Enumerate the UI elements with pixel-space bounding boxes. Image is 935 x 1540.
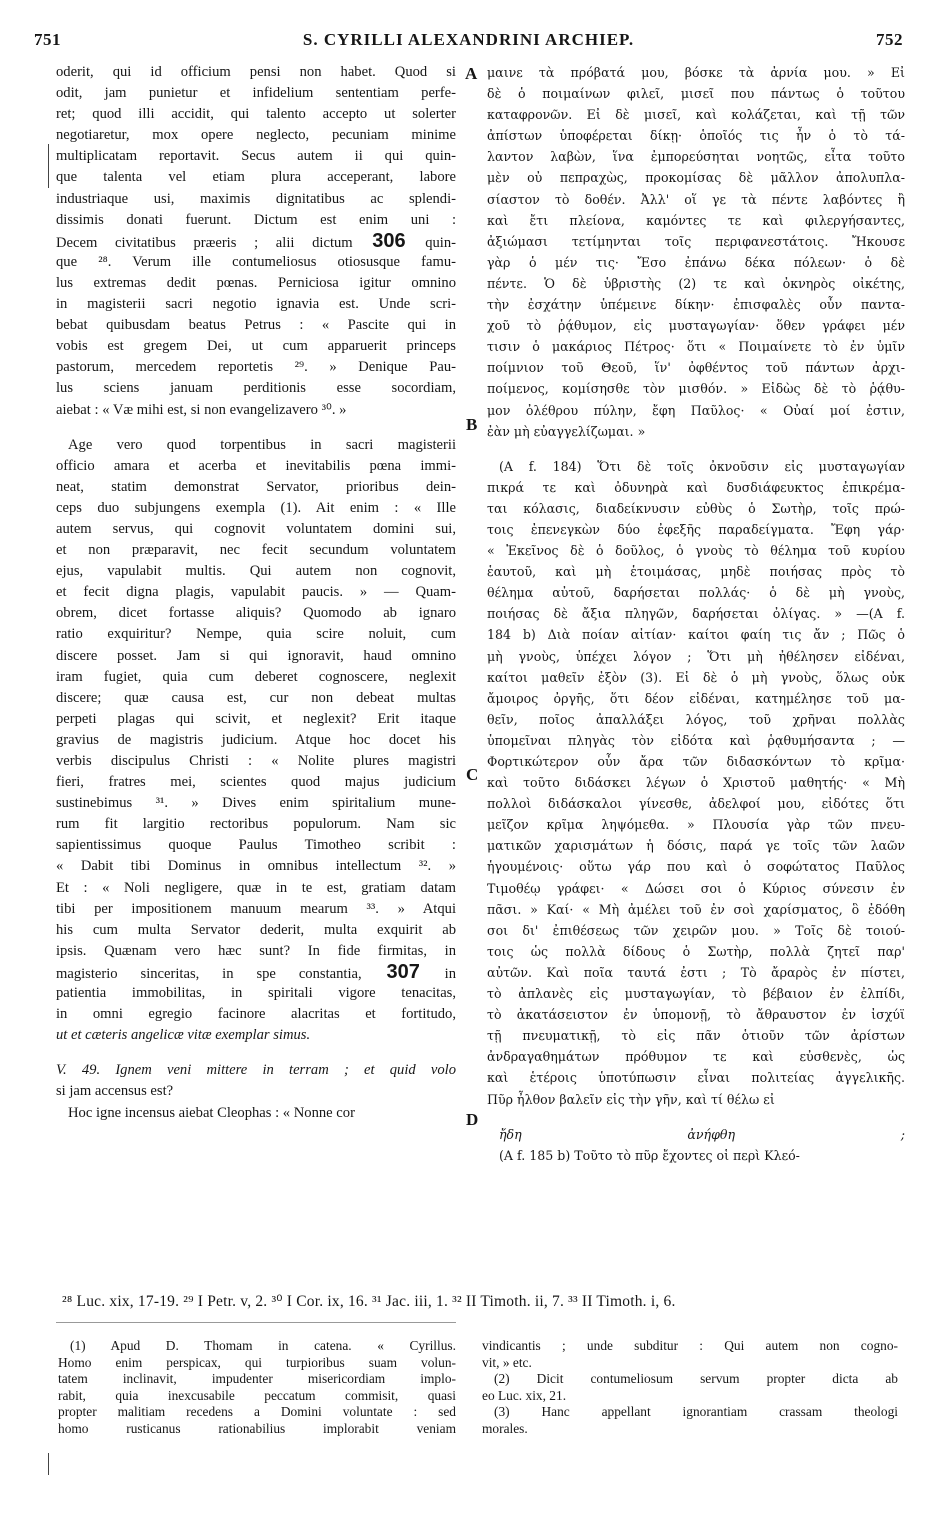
margin-bar xyxy=(48,144,49,188)
text-line: ejus, vapulabit multis. Qui autem non cognovit, xyxy=(56,563,456,580)
text-line: μεῖζον κρῖμα ληψόμεθα. » Πλουσία γὰρ τῶν πνευ- xyxy=(487,817,905,833)
latin-column xyxy=(56,62,456,1124)
footnotes-right xyxy=(482,1338,898,1438)
text-line: odit, jam punietur et infidelium sententiam perfe- xyxy=(56,85,456,102)
page-number-left: 751 xyxy=(34,30,61,49)
section-marker-a: A xyxy=(465,64,478,83)
text-line: sustinebimus ³¹. » Dives enim spiritalium mune- xyxy=(56,795,456,812)
running-title: S. CYRILLI ALEXANDRINI ARCHIEP. xyxy=(302,30,635,49)
text-line: ἀξιώμασι τετίμηνται τοῖς περιφανεστάτοις. Ἤκουσε xyxy=(487,233,905,249)
text-line: patientia immobilitas, in spiritali vigore tenacitas, xyxy=(56,985,456,1002)
text-line: industriaque usi, maximis dignitatibus ac splendi- xyxy=(56,190,456,207)
text-line: ἐὰν μὴ εὐαγγελίζωμαι. » xyxy=(487,423,646,439)
text-line: καίτοι μαθεῖν ἐξὸν (3). Εἰ δὲ ὁ μὴ γνοὺς, ὅλως οὐκ xyxy=(487,669,905,685)
text-line: ματικῶν χαρισμάτων ἡ δόσις, παρά γε τοῖς τῶν λαῶν xyxy=(487,838,905,854)
page-number-right: 752 xyxy=(876,30,903,49)
text-line: Πῦρ ἦλθον βαλεῖν εἰς τὴν γῆν, καὶ τί θέλω εἰ xyxy=(487,1091,775,1107)
column-number: 307 xyxy=(361,961,445,983)
text-line: ποιήσας δὲ ἄξια πληγῶν, δαρήσεται ὀλίγας. » —(A f. xyxy=(487,606,905,622)
text-line: θεῖν, ποῖος ἀπαλλάξει λόγος, τοῦ χρῆναι πολλὰς xyxy=(487,711,905,727)
text-line: τοις ὡς πολλὰ δίδους ὁ Σωτὴρ, πολλὰ ζητεῖ παρ' xyxy=(487,943,905,959)
text-line: τῇ πνευματικῇ, τὸ εἰς πᾶν ὁτιοῦν τῶν ἀρίστων xyxy=(487,1028,905,1044)
text-line: τὸ ἀκατάσειστον ἐν ὑπομονῇ, τὸ ἄθραυστον ἐν ἰσχύϊ xyxy=(487,1007,905,1023)
footnote-line: eo Luc. xix, 21. xyxy=(482,1387,567,1403)
text-line: πικρά τε καὶ ὀδυνηρὰ καὶ δυσδιάφευκτος ἐπικρέμα- xyxy=(487,479,905,495)
text-line: τισιν ὁ μακάριος Πέτρος· ὅτι « Ποιμαίνετε τὸ ἐν ὑμῖν xyxy=(487,339,905,355)
text-line: Age vero quod torpentibus in sacri magisterii xyxy=(68,436,456,453)
text-line: perpeti plagas qui scivit, et neglexit? Erit itaque xyxy=(56,710,456,727)
text-line: obrem, dicet fortasse aliquis? Quomodo ab ignaro xyxy=(56,605,456,622)
text-line: neat, statim demonstrat Servator, prioribus dein- xyxy=(56,478,456,495)
text-line: ποίμενος, κομίσησθε τὸν μισθόν. » Εἰδὼς δὲ τὸ ῥᾴθυ- xyxy=(487,381,905,397)
text-line: πέντε. Ὁ δὲ ὑβριστὴς (2) τε καὶ ὀκνηρὸς οἰκέτης, xyxy=(487,275,905,291)
text-line: τοις ἐπενεγκὼν δύο ἐφεξῆς παραδείγματα. Ἔφη γάρ· xyxy=(487,521,905,537)
text-line: ut et cæteris angelicæ vitæ exemplar simus. xyxy=(56,1027,311,1044)
text-line: καὶ ἔτι πλείονα, καμόντες τε καὶ φιλεργήσαντες, xyxy=(487,212,905,228)
column-number: 306 xyxy=(352,230,426,252)
text-line: lus sciens januam perditionis esse socordiam, xyxy=(56,380,456,397)
paragraph-gap xyxy=(56,421,456,435)
text-line: si jam accensus est? xyxy=(56,1083,174,1100)
section-marker-d: D xyxy=(466,1110,479,1129)
text-line: et non præparavit, nec fecit secundum voluntatem xyxy=(56,542,456,559)
text-line: αὐτῶν. Καὶ ποῖα ταυτά ἐστι ; Τὸ ἄραρὸς ἐν πίστει, xyxy=(487,964,905,980)
greek-column xyxy=(487,62,905,1166)
footnote-line: (2) Dicit contumeliosum servum propter dicta ab xyxy=(494,1371,898,1387)
footnote-line: vindicantis ; unde subditur : Qui autem non cogno- xyxy=(482,1338,898,1353)
text-line: ἀπίστων ὑποφέρεται δίκῃ· ὁποῖός τις ἦν ὁ τὸ τά- xyxy=(487,128,905,144)
text-line: verbis discipulus Christi : « Nolite plures magistri xyxy=(56,753,456,769)
margin-bar xyxy=(48,1453,49,1475)
footnote-line: homo rusticanus rationabilius implorabit veniam xyxy=(58,1420,456,1436)
text-fragment: in xyxy=(444,965,456,982)
text-line: in omni egregio facinore alacritas et fortitudo, xyxy=(56,1006,456,1023)
text-line: Et : « Noli negligere, quæ in te est, gratiam datam xyxy=(56,879,456,896)
text-fragment: quin- xyxy=(425,234,456,251)
text-line: gravius de magistris judicium. Atque hoc docet his xyxy=(56,731,456,748)
text-line: Hoc igne incensus aiebat Cleophas : « Nonne cor xyxy=(68,1104,355,1121)
text-line: (A f. 184) Ὅτι δὲ τοῖς ὀκνοῦσιν εἰς μυσταγωγίαν xyxy=(499,458,905,474)
text-line: « Ἐκεῖνος δὲ ὁ δοῦλος, ὁ γνοὺς τὸ θέλημα τοῦ κυρίου xyxy=(487,543,905,559)
text-line: μον ὀλέθρου πύλην, ἔφη Παῦλος· « Οὐαί μοί ἐστιν, xyxy=(487,402,905,418)
footnote-rule xyxy=(56,1322,456,1323)
section-marker-c: C xyxy=(466,765,479,784)
footnote-line: Homo enim perspicax, qui turpioribus suam volun- xyxy=(58,1354,456,1370)
footnote-line: (1) Apud D. Thomam in catena. « Cyrillus. xyxy=(70,1338,456,1353)
footnotes-left xyxy=(58,1338,456,1438)
text-line: γὰρ ὁ μέν τις· Ἔσο ἐπάνω δέκα πόλεων· ὁ δὲ xyxy=(487,254,905,270)
text-line: ὑπομεῖναι πληγὰς τὸν εἰδότα καὶ ῥᾳθυμήσαντα ; — xyxy=(487,732,905,748)
text-line: τὴν ἐσχάτην ὑπέμεινε δίκην· ἐπισφαλὲς οὖν παντα- xyxy=(487,297,905,313)
text-line: ratio exquiritur? Nempe, quia scire noluit, cum xyxy=(56,626,456,643)
text-line: πᾶσι. » Καί· « Μὴ ἀμέλει τοῦ ἐν σοὶ χαρίσματος, ὃ ἐδόθη xyxy=(487,901,905,917)
text-line: ἑαυτοῦ, καὶ μὴ ἑτοιμάσας, μηδὲ ποιήσας πρὸς τὸ xyxy=(487,564,905,580)
text-line: καταφρονῶν. Εἰ δὲ μισεῖ, καὶ κολάζεται, καὶ τῇ τῶν xyxy=(487,107,905,123)
paragraph-gap xyxy=(487,1110,905,1124)
text-line: ται κόλασις, διαδείκνυσιν εὐθὺς ὁ Σωτὴρ, τοῖς πρώ- xyxy=(487,500,905,516)
text-line: vobis est gregem Dei, ut cum apparuerit princeps xyxy=(56,338,456,355)
paragraph-gap xyxy=(487,442,905,456)
text-line: μὴ γνοὺς, ὑπέχει λόγον ; Ὅτι μὴ ἠθέλησεν εἰδέναι, xyxy=(487,648,905,664)
footnote-line: morales. xyxy=(482,1420,528,1436)
text-line: θέλημα αὐτοῦ, δαρήσεται πολλάς· ὁ δὲ μὴ γνοὺς, xyxy=(487,585,905,601)
text-line: officio amara et acerba et inevitabilis pœna immi- xyxy=(56,457,456,474)
text-line: sapientissimus quoque Paulus Timotheo scribit : xyxy=(56,837,456,854)
text-line: καὶ ἑτέροις ὑποτύπωσιν εἶναι πολιτείας ἀγγελικῆς. xyxy=(487,1070,905,1086)
footnote-line: tatem inclinavit, impudenter misericordiam implo- xyxy=(58,1371,456,1387)
text-line: fieri, fratres mei, scientes quod majus judicium xyxy=(56,774,456,791)
text-line: 184 b) Διὰ ποίαν αἰτίαν· καίτοι φαίη τις ἄν ; Πῶς ὁ xyxy=(487,627,905,643)
text-line: ret; quod illi accidit, qui talento accepto ut solerter xyxy=(56,106,456,123)
text-line: ceps duo subjungens exempla (1). Ait enim : « Ille xyxy=(56,499,456,516)
text-line: τὸ ἀπλανὲς εἰς μυσταγωγίαν, τὸ βέβαιον ἐν ἐλπίδι, xyxy=(487,986,905,1002)
text-line: (A f. 185 b) Τοῦτο τὸ πῦρ ἔχοντες οἱ περὶ Κλεό- xyxy=(499,1147,800,1163)
text-line: μαινε τὰ πρόβατά μου, βόσκε τὰ ἀρνία μου. » Εἰ xyxy=(487,65,905,80)
running-header xyxy=(34,30,903,56)
text-line: δὲ ὁ ποιμαίνων φιλεῖ, μισεῖ που πάντως ὁ τοῦτου xyxy=(487,86,905,102)
text-line: iram fugiet, quia cum deberet cognoscere, neglexit xyxy=(56,668,456,685)
text-line: σίαστον τὸ δοθέν. Ἀλλ' οἵ γε τὰ πέντε λαβόντες ἢ xyxy=(487,191,905,207)
text-line: in magisterii sacri negotio ignavia est. Unde scri- xyxy=(56,296,456,313)
text-line: ἀνδραγαθημάτων πρόθυμον τε καὶ εὐσθενὲς, ὡς xyxy=(487,1049,905,1065)
text-line: que ²⁸. Verum ille contumeliosus otiosusque famu- xyxy=(56,253,456,270)
text-line: discere; quæ causa est, cur non debeat multas xyxy=(56,689,456,706)
text-line: bebat quibusdam beatus Petrus : « Pascite qui in xyxy=(56,317,456,334)
text-line: ἡγουμένοις· οὕτω γάρ που καὶ ὁ σοφώτατος Παῦλος xyxy=(487,859,905,875)
text-line: σοι δι' ἐπιθέσεως τῶν χειρῶν μου. » Τοῖς δὲ τοιού- xyxy=(487,922,905,938)
footnote-line: (3) Hanc appellant ignorantiam crassam theologi xyxy=(494,1404,898,1420)
paragraph-gap xyxy=(56,1046,456,1060)
text-line: λαντον λαβὼν, ἵνα ἐμπορεύσηται νοητῶς, εἶτα τοῦτο xyxy=(487,149,905,165)
text-line: ποίμνιον τοῦ Θεοῦ, ἵν' ὀφθέντος τοῦ πάντων ἀρχι- xyxy=(487,360,905,376)
text-line: « Dabit tibi Dominus in omnibus intellectum ³². » xyxy=(56,858,456,875)
footnote-line: rabit, quia inexcusabile peccatum commisit, quasi xyxy=(58,1387,456,1403)
footnote-line: vit, » etc. xyxy=(482,1354,532,1370)
text-line: Decem civitatibus præeris ; alii dictum 306 quin- xyxy=(56,230,456,252)
text-line: tibi per impositionem manuum mearum ³³. » Atqui xyxy=(56,900,456,917)
text-line: πολλοὶ διδάσκαλοι γίνεσθε, ἀδελφοί μου, εἰδότες ὅτι xyxy=(487,796,905,812)
text-line: negotiaretur, mox opere neglecto, pecuniam minime xyxy=(56,127,456,144)
text-line: V. 49. Ignem veni mittere in terram ; et quid volo xyxy=(56,1062,456,1079)
section-marker-b: B xyxy=(466,415,478,434)
text-line: rum fit largitio rectoribus populorum. Nam sic xyxy=(56,816,456,833)
text-line: aiebat : « Væ mihi est, si non evangelizavero ³⁰. » xyxy=(56,401,347,418)
text-line: ipsis. Quænam vero hæc sunt? In fide firmitas, in xyxy=(56,942,456,959)
text-line: καὶ τοῦτο διδάσκει λέγων ὁ Χριστοῦ μαθητής· « Μὴ xyxy=(487,775,905,791)
text-line: ἤδη ἀνήφθη ; xyxy=(499,1126,905,1142)
text-line: discere posset. Jam si qui ignoravit, haud omnino xyxy=(56,647,456,664)
text-line: ἄμοιρος ὀργῆς, ὅτι δέον εἰδέναι, κατημέλησε τοῦ μα- xyxy=(487,690,905,706)
text-line: lus extremas dedit pœnas. Perniciosa igitur omnino xyxy=(56,274,456,291)
footnote-line: propter malitiam recedens a Domini voluntate : sed xyxy=(58,1404,456,1420)
text-line: magisterio sinceritas, in spe constantia, 307 in xyxy=(56,961,456,983)
text-line: autem servus, qui cognovit voluntatem domini sui, xyxy=(56,520,456,537)
text-line: que talenta vel etiam plura acceperant, labore xyxy=(56,169,456,186)
scripture-references: ²⁸ Luc. xix, 17-19. ²⁹ I Petr. v, 2. ³⁰ I Cor. ix, 16. ³¹ Jac. iii, 1. ³² II Timoth. ii, 7. ³³ II Timoth. i, 6. xyxy=(62,1293,676,1310)
text-line: multiplicatam reportavit. Secus autem ii qui quin- xyxy=(56,148,456,165)
text-line: μὲν οὐ πεπραχὼς, προκομίσας δὲ μᾶλλον ἀπολυπλα- xyxy=(487,170,905,186)
text-line: χοῦ τὸ ῥᾴθυμον, εἰς μυσταγωγίαν· ὅθεν γράφει μέν xyxy=(487,318,905,334)
text-line: his cum multa Servator dederit, multa exquirit ab xyxy=(56,921,456,938)
text-line: Φορτικώτερον οὖν ἄρα τῶν διδασκόντων τὸ κρῖμα· xyxy=(487,754,905,769)
text-line: et fecit digna plagis, vapulabit paucis. » — Quam- xyxy=(56,584,456,601)
text-line: dissimis donati fuerunt. Dictum est enim uni : xyxy=(56,211,456,228)
text-line: oderit, qui id officium pensi non habet. Quod si xyxy=(56,64,456,80)
text-line: Τιμοθέῳ γράφει· « Δώσει σοι ὁ Κύριος σύνεσιν ἐν xyxy=(487,880,905,896)
text-line: pastorum, mercedem reportetis ²⁹. » Denique Pau- xyxy=(56,359,456,376)
